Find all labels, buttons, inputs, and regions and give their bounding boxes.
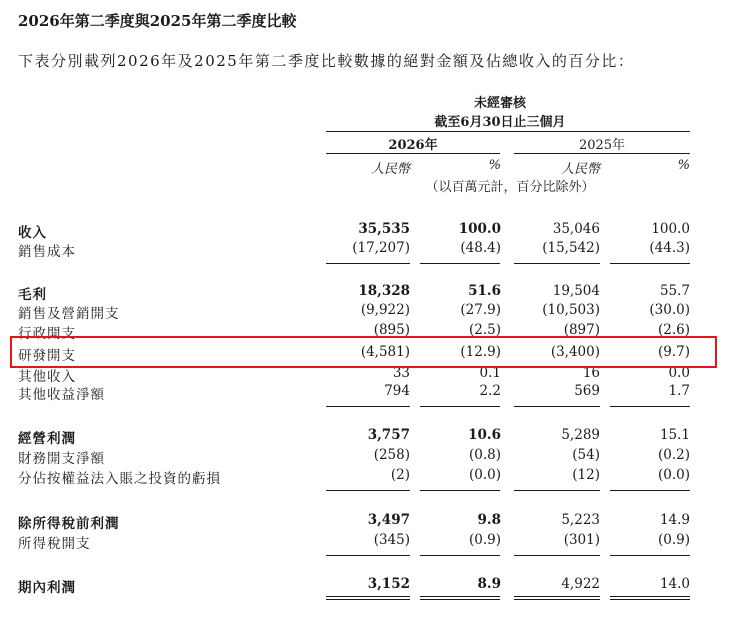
row-label: 銷售及營銷開支: [18, 306, 120, 322]
value-2025: (897): [563, 322, 600, 338]
table-row: [0, 221, 749, 241]
value-2025: (10,503): [542, 302, 600, 318]
value-2025: (15,542): [542, 240, 600, 256]
unit-note: （以百萬元計，百分比除外）: [425, 180, 595, 195]
highlight-box-rd-expenses: [10, 336, 717, 368]
total-rule-2b: [420, 599, 500, 600]
pct-2026: (48.4): [460, 240, 501, 256]
value-2025: 19,504: [552, 283, 600, 299]
subtotal-rule: [326, 406, 410, 407]
header-year-2025: 2025年: [578, 138, 626, 153]
pct-2026: 51.6: [468, 283, 501, 299]
value-2025: 569: [574, 383, 600, 399]
total-rule-1a: [326, 596, 410, 597]
pct-2026: 0.1: [479, 365, 501, 381]
pct-2025: 15.1: [659, 427, 690, 443]
row-label: 經營利潤: [18, 431, 76, 447]
row-label: 分佔按權益法入賬之投資的虧損: [18, 471, 221, 487]
col-pct-2025: %: [677, 158, 690, 173]
row-label: 所得稅開支: [18, 536, 91, 552]
pct-2025: (2.6): [657, 322, 690, 338]
value-2026: 18,328: [358, 283, 410, 299]
pct-2026: (0.8): [468, 447, 501, 463]
header-rule-2025: [514, 153, 690, 154]
subtotal-rule: [514, 490, 600, 491]
value-2025: 35,046: [552, 221, 600, 237]
value-2025: 5,289: [561, 427, 600, 443]
pct-2025: (0.2): [657, 447, 690, 463]
subtotal-rule: [514, 263, 600, 264]
subtotal-rule: [514, 555, 600, 556]
total-rule-3b: [514, 599, 600, 600]
pct-2026: (2.5): [468, 322, 501, 338]
table-row: [0, 576, 749, 596]
value-2026: 3,757: [367, 427, 410, 443]
row-label: 期內利潤: [18, 580, 76, 596]
row-label: 財務開支淨額: [18, 451, 105, 467]
table-row: [0, 240, 749, 260]
total-rule-2a: [420, 596, 500, 597]
pct-2025: (44.3): [649, 240, 690, 256]
col-rmb-2026: 人民幣: [370, 162, 410, 177]
value-2026: (2): [390, 467, 410, 483]
pct-2025: (0.0): [657, 467, 690, 483]
row-label: 其他收益淨額: [18, 387, 105, 403]
table-row: [0, 447, 749, 467]
value-2025: (3,400): [550, 344, 600, 360]
value-2026: (895): [373, 322, 410, 338]
value-2026: (4,581): [360, 344, 410, 360]
total-rule-4a: [610, 596, 690, 597]
value-2025: 4,922: [561, 576, 600, 592]
subtotal-rule: [610, 490, 690, 491]
pct-2025: (0.9): [657, 532, 690, 548]
subtotal-rule: [610, 263, 690, 264]
row-label: 行政開支: [18, 326, 76, 342]
col-pct-2026: %: [488, 158, 501, 173]
table-row: [0, 302, 749, 322]
total-rule-4b: [610, 599, 690, 600]
pct-2025: 55.7: [659, 283, 690, 299]
subtotal-rule: [326, 555, 410, 556]
value-2026: 3,152: [367, 576, 410, 592]
subtotal-rule: [420, 406, 500, 407]
subtotal-rule: [420, 263, 500, 264]
subtotal-rule: [326, 263, 410, 264]
total-rule-1b: [326, 599, 410, 600]
value-2026: (345): [373, 532, 410, 548]
pct-2025: 14.0: [659, 576, 690, 592]
pct-2025: 14.9: [659, 512, 690, 528]
pct-2025: (30.0): [649, 302, 690, 318]
row-label: 收入: [18, 225, 47, 241]
value-2026: 35,535: [358, 221, 410, 237]
value-2026: (258): [373, 447, 410, 463]
table-row: [0, 532, 749, 552]
table-row: [0, 283, 749, 303]
value-2025: (54): [572, 447, 600, 463]
table-row: [0, 383, 749, 403]
value-2025: 5,223: [561, 512, 600, 528]
value-2026: 3,497: [367, 512, 410, 528]
pct-2026: (12.9): [460, 344, 501, 360]
table-row: [0, 365, 749, 385]
pct-2025: 1.7: [668, 383, 690, 399]
pct-2026: 100.0: [458, 221, 501, 237]
header-unaudited: 未經審核: [473, 96, 526, 111]
row-label: 除所得稅前利潤: [18, 516, 120, 532]
pct-2026: 9.8: [477, 512, 501, 528]
section-title: 2026年第二季度與2025年第二季度比較: [18, 12, 297, 30]
col-rmb-2025: 人民幣: [560, 162, 600, 177]
subtotal-rule: [610, 555, 690, 556]
intro-text: 下表分別載列2026年及2025年第二季度比較數據的絕對金額及佔總收入的百分比：: [18, 52, 635, 70]
subtotal-rule: [514, 406, 600, 407]
row-label: 銷售成本: [18, 244, 76, 260]
table-row: [0, 467, 749, 487]
pct-2026: (0.0): [468, 467, 501, 483]
value-2026: 794: [384, 383, 410, 399]
header-rule-top: [326, 131, 690, 132]
subtotal-rule: [326, 490, 410, 491]
row-label: 研發開支: [18, 348, 76, 364]
header-period: 截至6月30日止三個月: [434, 115, 566, 130]
pct-2025: (9.7): [657, 344, 690, 360]
value-2026: (17,207): [352, 240, 410, 256]
header-rule-2026: [326, 153, 500, 154]
row-label: 其他收入: [18, 369, 76, 385]
pct-2025: 100.0: [651, 221, 690, 237]
pct-2026: (0.9): [468, 532, 501, 548]
row-label: 毛利: [18, 287, 47, 303]
total-rule-3a: [514, 596, 600, 597]
pct-2026: (27.9): [460, 302, 501, 318]
pct-2026: 8.9: [477, 576, 501, 592]
value-2025: 16: [582, 365, 600, 381]
value-2026: 33: [392, 365, 410, 381]
table-row: [0, 512, 749, 532]
value-2025: (301): [563, 532, 600, 548]
value-2025: (12): [572, 467, 600, 483]
header-year-2026: 2026年: [388, 138, 438, 153]
pct-2025: 0.0: [668, 365, 690, 381]
subtotal-rule: [610, 406, 690, 407]
subtotal-rule: [420, 490, 500, 491]
pct-2026: 2.2: [479, 383, 501, 399]
subtotal-rule: [420, 555, 500, 556]
value-2026: (9,922): [360, 302, 410, 318]
table-row: [0, 427, 749, 447]
pct-2026: 10.6: [468, 427, 501, 443]
